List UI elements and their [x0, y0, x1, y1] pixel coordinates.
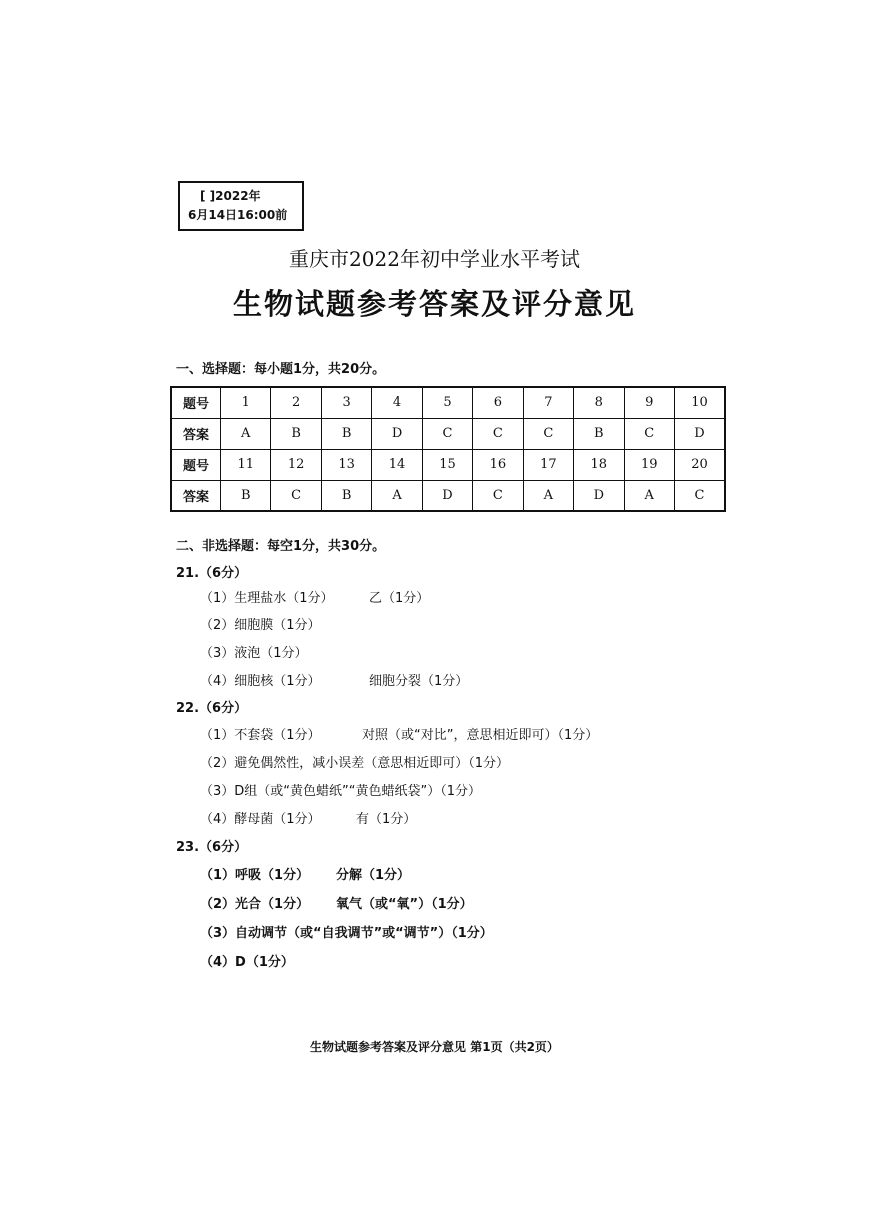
table-cell: D [422, 480, 472, 511]
table-cell: D [574, 480, 624, 511]
q23-answer-2: （2）光合（1分） [200, 897, 310, 912]
row-label: 题号 [171, 387, 221, 418]
q22-answer-4b: 有（1分） [356, 812, 417, 827]
q21-answer-1b: 乙（1分） [369, 591, 430, 606]
table-cell: A [523, 480, 573, 511]
table-cell: 20 [674, 449, 725, 480]
table-cell: C [674, 480, 725, 511]
table-cell: 2 [271, 387, 321, 418]
q21-answer-4: （4）细胞核（1分） [200, 674, 321, 689]
answer-table [170, 386, 726, 512]
question-23-heading: 23.（6分） [176, 840, 248, 855]
table-cell: 9 [624, 387, 674, 418]
q23-answer-3: （3）自动调节（或“自我调节”或“调节”）（1分） [200, 926, 493, 941]
table-cell: 6 [473, 387, 523, 418]
table-cell: 12 [271, 449, 321, 480]
row-label: 答案 [171, 418, 221, 449]
q21-answer-1: （1）生理盐水（1分） [200, 591, 334, 606]
table-cell: 11 [221, 449, 271, 480]
table-cell: 14 [372, 449, 422, 480]
row-label: 答案 [171, 480, 221, 511]
table-row [171, 480, 725, 511]
table-cell: C [473, 418, 523, 449]
table-cell: A [221, 418, 271, 449]
table-cell: 7 [523, 387, 573, 418]
table-cell: B [271, 418, 321, 449]
document-title: 生物试题参考答案及评分意见 [232, 287, 636, 321]
table-cell: 15 [422, 449, 472, 480]
table-cell: C [422, 418, 472, 449]
section-1-heading: 一、选择题：每小题1分，共20分。 [176, 362, 386, 377]
table-row [171, 418, 725, 449]
q23-answer-2b: 氧气（或“氧”）（1分） [336, 897, 473, 912]
table-cell: D [674, 418, 725, 449]
q21-answer-4b: 细胞分裂（1分） [369, 674, 469, 689]
table-cell: 4 [372, 387, 422, 418]
q23-answer-1: （1）呼吸（1分） [200, 868, 310, 883]
release-time-stamp [178, 181, 304, 231]
question-21-heading: 21.（6分） [176, 566, 248, 581]
exam-title: 重庆市2022年初中学业水平考试 [289, 247, 580, 271]
table-cell: A [624, 480, 674, 511]
q21-answer-3: （3）液泡（1分） [200, 646, 308, 661]
table-cell: B [221, 480, 271, 511]
q22-answer-1b: 对照（或“对比”，意思相近即可）（1分） [362, 728, 599, 743]
table-cell: B [321, 480, 371, 511]
table-cell: 13 [321, 449, 371, 480]
table-cell: 8 [574, 387, 624, 418]
q23-answer-4: （4）D（1分） [200, 955, 294, 970]
row-label: 题号 [171, 449, 221, 480]
table-row [171, 449, 725, 480]
table-cell: 5 [422, 387, 472, 418]
table-cell: C [523, 418, 573, 449]
q23-answer-1b: 分解（1分） [336, 868, 411, 883]
table-cell: A [372, 480, 422, 511]
table-cell: 1 [221, 387, 271, 418]
q22-answer-3: （3）D组（或“黄色蜡纸”“黄色蜡纸袋”）（1分） [200, 784, 481, 799]
table-cell: 16 [473, 449, 523, 480]
page-footer: 生物试题参考答案及评分意见 第1页（共2页） [310, 1040, 559, 1054]
table-cell: 17 [523, 449, 573, 480]
section-2-heading: 二、非选择题：每空1分，共30分。 [176, 539, 386, 554]
table-cell: 3 [321, 387, 371, 418]
q21-answer-2: （2）细胞膜（1分） [200, 618, 321, 633]
q22-answer-2: （2）避免偶然性，减小误差（意思相近即可）（1分） [200, 756, 510, 771]
stamp-line-1: [ ]2022年 [200, 189, 261, 203]
table-cell: D [372, 418, 422, 449]
table-cell: C [271, 480, 321, 511]
table-cell: 18 [574, 449, 624, 480]
table-cell: C [473, 480, 523, 511]
table-row [171, 387, 725, 418]
table-cell: B [321, 418, 371, 449]
q22-answer-4: （4）酵母菌（1分） [200, 812, 321, 827]
table-cell: C [624, 418, 674, 449]
table-cell: B [574, 418, 624, 449]
table-cell: 19 [624, 449, 674, 480]
q22-answer-1: （1）不套袋（1分） [200, 728, 321, 743]
stamp-line-2: 6月14日16:00前 [188, 208, 288, 222]
question-22-heading: 22.（6分） [176, 701, 248, 716]
table-cell: 10 [674, 387, 725, 418]
